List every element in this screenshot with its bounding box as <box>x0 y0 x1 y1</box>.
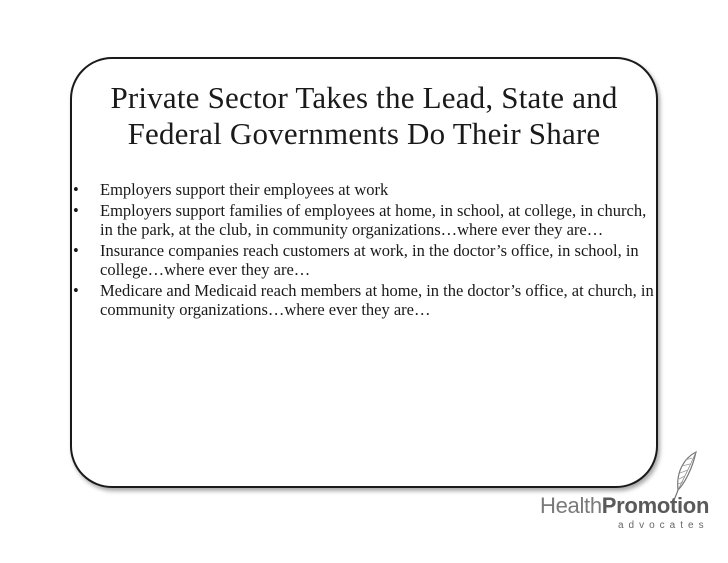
list-item <box>72 180 662 200</box>
logo-wordmark <box>540 493 709 519</box>
health-promotion-logo <box>540 450 710 531</box>
list-item <box>72 201 662 240</box>
logo-tagline: advocates <box>618 520 709 531</box>
logo-part2: Promotion <box>601 493 710 518</box>
bullet-text: Medicare and Medicaid reach members at home, in the doctor’s office, at church, in community organizations…where ever they are… <box>100 280 654 319</box>
bullet-text: Insurance companies reach customers at work, in the doctor’s office, in school, in college…where ever they are… <box>100 240 639 279</box>
logo-part1: Health <box>540 493 602 518</box>
bullet-text: Employers support families of employees at home, in school, at college, in church, in the park, at the club, in community organizations…where ever they are… <box>100 200 647 239</box>
bullet-list <box>72 180 662 321</box>
list-item <box>72 241 662 280</box>
bullet-glyph: • <box>73 200 79 220</box>
bullet-glyph: • <box>73 180 79 199</box>
slide-title: Private Sector Takes the Lead, State and Federal Governments Do Their Share <box>110 80 618 151</box>
bullet-text: Employers support their employees at work <box>100 180 389 199</box>
list-item <box>72 281 662 320</box>
bullet-glyph: • <box>73 240 79 260</box>
bullet-glyph: • <box>73 280 79 300</box>
